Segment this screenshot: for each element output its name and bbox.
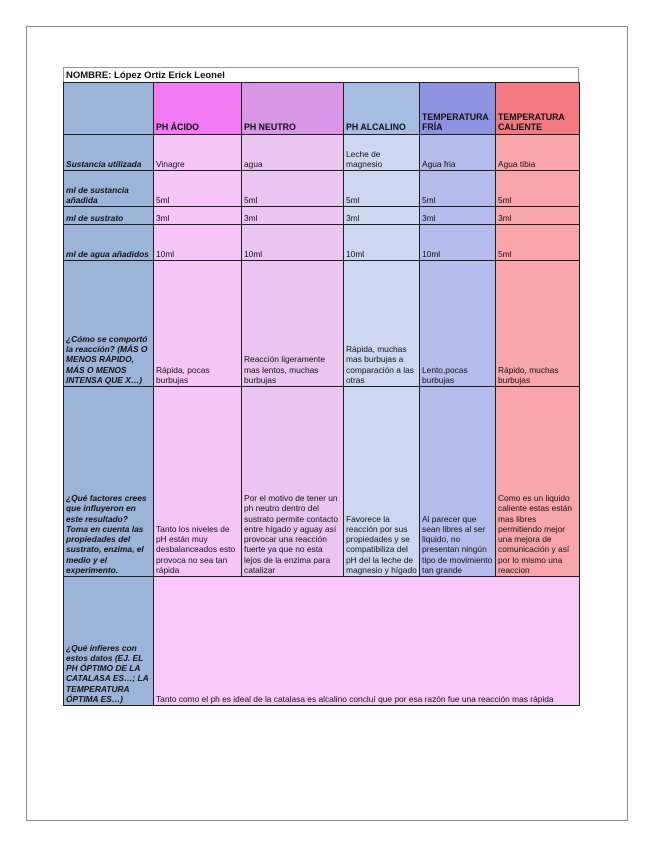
table-row	[64, 171, 580, 207]
row-label: ml de agua añadidos	[64, 225, 154, 261]
table-cell: Rápida, muchas mas burbujas a comparación a las otras	[344, 261, 420, 387]
row-label: ml de sustrato	[64, 207, 154, 225]
header-temperatura-fria: TEMPERATURA FRÍA	[420, 83, 496, 135]
table-cell: 10ml	[154, 225, 242, 261]
header-temperatura-caliente: TEMPERATURA CALIENTE	[496, 83, 580, 135]
table-row	[64, 261, 580, 387]
student-name: NOMBRE: López Ortiz Erick Leonel	[63, 67, 579, 82]
table-row	[64, 135, 580, 171]
table-cell: 10ml	[420, 225, 496, 261]
table-cell: Reacción ligeramente mas lentos, muchas burbujas	[242, 261, 344, 387]
worksheet	[63, 67, 579, 706]
table-cell: Vinagre	[154, 135, 242, 171]
table-cell: Favorece la reacción por sus propiedades y se compatibiliza del pH del la leche de magnesio y hígado	[344, 387, 420, 577]
table-cell: Tanto los niveles de pH están muy desbalanceados esto provoca no sea tan rápida	[154, 387, 242, 577]
table-cell: Agua tibia	[496, 135, 580, 171]
table-cell: 10ml	[242, 225, 344, 261]
conclusion-text: Tanto como el ph es ideal de la catalasa es alcalino concluí que por esa razón fue una reacción mas rápida	[154, 577, 580, 706]
table-cell: 5ml	[496, 171, 580, 207]
table-cell: 3ml	[496, 207, 580, 225]
row-label: ¿Cómo se comportó la reacción? (MÁS O MENOS RÁPIDO, MÁS O MENOS INTENSA QUE X…)	[64, 261, 154, 387]
row-label: ¿Qué factores crees que influyeron en este resultado? Toma en cuenta las propiedades del sustrato, enzima, el medio y el experimento.	[64, 387, 154, 577]
header-ph-alcalino: PH ALCALINO	[344, 83, 420, 135]
conclusion-row	[64, 577, 580, 706]
header-ph-neutro: PH NEUTRO	[242, 83, 344, 135]
document-page	[26, 26, 628, 821]
header-row	[64, 83, 580, 135]
table-cell: Rápido, muchas burbujas	[496, 261, 580, 387]
table-cell: 5ml	[496, 225, 580, 261]
table-row	[64, 225, 580, 261]
table-cell: Rápida, pocas burbujas	[154, 261, 242, 387]
table-cell: agua	[242, 135, 344, 171]
header-ph-acido: PH ÁCIDO	[154, 83, 242, 135]
table-cell: 3ml	[242, 207, 344, 225]
table-cell: Como es un liquido caliente estas están mas libres permitiendo mejor una mejora de comunicación y así por lo mismo una reaccion	[496, 387, 580, 577]
conclusion-label: ¿Qué infieres con estos datos (EJ. EL PH ÓPTIMO DE LA CATALASA ES…; LA TEMPERATURA ÓPTIMA ES…)	[64, 577, 154, 706]
table-cell: 5ml	[420, 171, 496, 207]
results-table	[63, 82, 580, 706]
table-cell: 5ml	[242, 171, 344, 207]
table-row	[64, 207, 580, 225]
header-corner	[64, 83, 154, 135]
table-cell: Agua fria	[420, 135, 496, 171]
table-cell: Al parecer que sean libres al ser liquido, no presentan ningún tipo de movimiento tan grande	[420, 387, 496, 577]
table-cell: Leche de magnesio	[344, 135, 420, 171]
table-cell: Lento,pocas burbujas	[420, 261, 496, 387]
table-cell: 10ml	[344, 225, 420, 261]
table-cell: 5ml	[154, 171, 242, 207]
table-row	[64, 387, 580, 577]
table-cell: 3ml	[420, 207, 496, 225]
table-cell: 5ml	[344, 171, 420, 207]
row-label: ml de sustancia añadida	[64, 171, 154, 207]
table-cell: Por el motivo de tener un ph neutro dentro del sustrato permite contacto entre hígado y aguay así provocar una reacción fuerte ya que no esta lejos de la enzima para catalizar	[242, 387, 344, 577]
table-cell: 3ml	[344, 207, 420, 225]
table-cell: 3ml	[154, 207, 242, 225]
row-label: Sustancia utilizada	[64, 135, 154, 171]
